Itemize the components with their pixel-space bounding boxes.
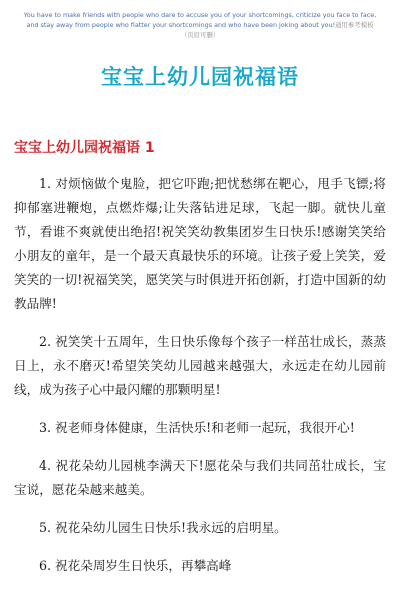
- list-item: [14, 172, 386, 316]
- list-item: [14, 454, 386, 502]
- list-item: [14, 416, 386, 440]
- section-heading: 宝宝上幼儿园祝福语 1: [14, 140, 155, 156]
- item-number: 3.: [39, 420, 52, 435]
- header-line-2-text: and stay away from people who flatter your shortcomings and who have been joking about you!: [26, 21, 336, 29]
- header-line-3: （页眉可删）: [180, 31, 220, 39]
- header-line-1: You have to make friends with people who dare to accuse you of your shortcomings, criticize you face to face,: [23, 11, 377, 19]
- header-line-2: [0, 20, 400, 30]
- item-text: 祝老师身体健康，生活快乐!和老师一起玩，我很开心!: [55, 420, 355, 435]
- list-item: [14, 554, 386, 578]
- item-number: 1.: [39, 176, 52, 191]
- list-item: [14, 330, 386, 402]
- document-title: 宝宝上幼儿园祝福语: [101, 65, 299, 89]
- item-text: 祝笑笑十五周年，生日快乐像每个孩子一样茁壮成长，蒸蒸日上，永不磨灭!希望笑笑幼儿园越来越强大，永远走在幼儿园前线，成为孩子心中最闪耀的那颗明星!: [14, 334, 386, 397]
- page-header-banner: [0, 0, 400, 50]
- item-number: 5.: [39, 520, 52, 535]
- item-text: 对烦恼做个鬼脸，把它吓跑;把忧愁绑在靶心，甩手飞镖;将抑郁塞进鞭炮，点燃炸爆;让失落钻进足球，飞起一脚。就快儿童节，看谁不爽就使出绝招!祝笑笑幼教集团岁生日快乐!感谢笑笑给小朋友的童年，是一个最天真最快乐的环境。让孩子爱上笑笑，爱笑笑的一切!祝福笑笑，愿笑笑与时俱进开拓创新，打造中国新的幼教品牌!: [14, 176, 386, 311]
- header-line-2-suffix: 通用参考模板: [335, 21, 374, 29]
- list-item: [14, 516, 386, 540]
- item-text: 祝花朵幼儿园桃李满天下!愿花朵与我们共同茁壮成长，宝宝说，愿花朵越来越美。: [14, 458, 386, 497]
- item-number: 4.: [39, 458, 52, 473]
- item-number: 6.: [39, 558, 52, 573]
- document-body: [14, 172, 386, 592]
- item-text: 祝花朵周岁生日快乐，再攀高峰: [55, 558, 232, 573]
- item-text: 祝花朵幼儿园生日快乐!我永远的启明星。: [55, 520, 287, 535]
- item-number: 2.: [39, 334, 52, 349]
